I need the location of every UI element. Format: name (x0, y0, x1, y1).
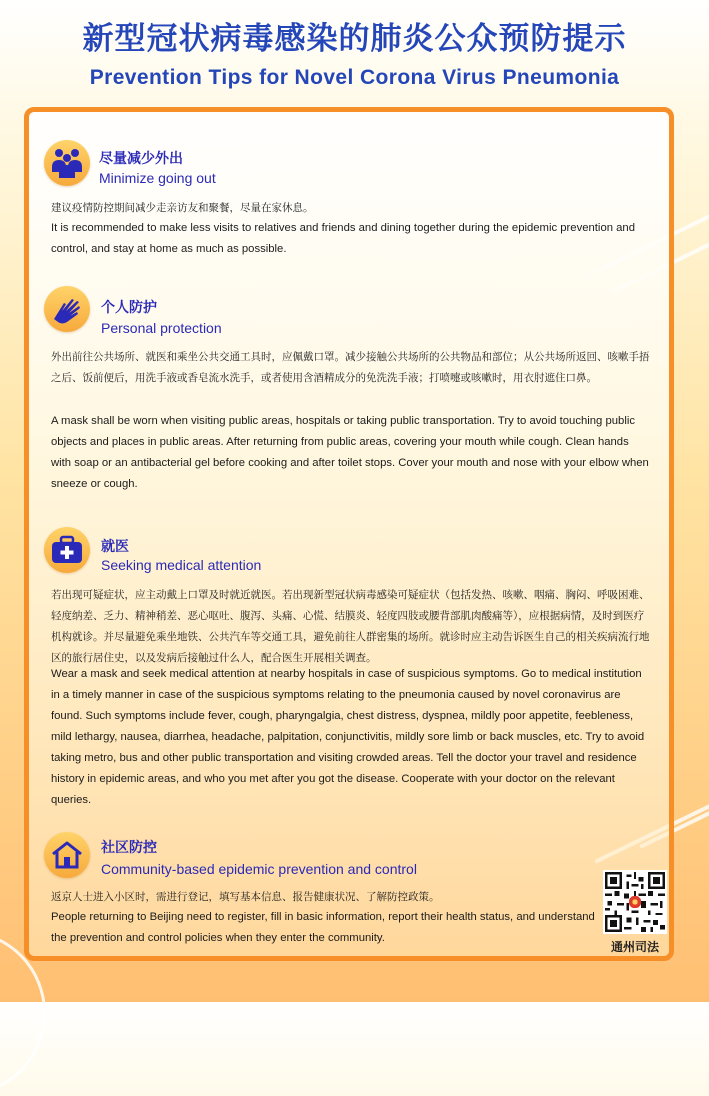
home-icon (44, 832, 90, 878)
section-body-cn: 建议疫情防控期间减少走亲访友和聚餐，尽量在家休息。 (51, 202, 314, 214)
section-heading-cn: 个人防护 (101, 300, 157, 316)
page-title-cn: 新型冠状病毒感染的肺炎公众预防提示 (82, 21, 627, 57)
hand-icon (44, 286, 90, 332)
qr-caption: 通州司法 (610, 940, 659, 954)
section-body-cn: 返京人士进入小区时，需进行登记，填写基本信息、报告健康状况、了解防控政策。 (51, 891, 440, 903)
section-heading-en: Personal protection (101, 320, 222, 336)
section-body-en: It is recommended to make less visits to relatives and friends and dining together during the epidemic prevention and control, and stay at home as much as possible. (51, 222, 635, 255)
qr-code-icon (603, 870, 667, 934)
people-icon (44, 140, 90, 186)
section-body-en: Wear a mask and seek medical attention at nearby hospitals in case of suspicious symptoms. Go to medical institution in a timely manner in case of the suspicious symptoms relating to the pneumonia caused by novel coronavirus are found. Such symptoms include fever, cough, pharyngalgia, chest distress, dyspnea, mildly poor appetite, feebleness, mild lethargy, nausea, diarrhea, headache, palpitation, conjunctivitis, mildly sore limb or back muscles, etc. Try to avoid taking metro, bus and other public transportation and visiting crowded areas. Tell the doctor your travel and residence history in epidemic areas, and who you met after you got the disease. Cooperate with your doctor on the relevant queries. (51, 668, 645, 806)
section-body-cn: 若出现可疑症状，应主动戴上口罩及时就近就医。若出现新型冠状病毒感染可疑症状（包括发热、咳嗽、咽痛、胸闷、呼吸困难、轻度纳差、乏力、精神稍差、恶心呕吐、腹泻、头痛、心慌、结膜炎、轻度四肢或腰背部肌肉酸痛等），应根据病情，及时到医疗机构就诊。并尽量避免乘坐地铁、公共汽车等交通工具，避免前往人群密集的场所。就诊时应主动告诉医生自己的相关疾病流行地区的旅行居住史，以及发病后接触过什么人，配合医生开展相关调查。 (51, 589, 650, 664)
section-body-en: People returning to Beijing need to register, fill in basic information, report their health status, and understand the prevention and control policies when they enter the community. (51, 911, 595, 944)
section-heading-cn: 就医 (101, 539, 129, 555)
section-heading-cn: 尽量减少外出 (99, 151, 183, 167)
section-heading-en: Seeking medical attention (101, 557, 262, 573)
section-heading-cn: 社区防控 (101, 840, 157, 856)
medical-kit-icon (44, 527, 90, 573)
section-heading-en: Minimize going out (99, 170, 216, 186)
section-body-cn: 外出前往公共场所、就医和乘坐公共交通工具时，应佩戴口罩。减少接触公共场所的公共物品和部位；从公共场所返回、咳嗽手捂之后、饭前便后，用洗手液或香皂流水洗手，或者使用含酒精成分的免洗洗手液；打喷嚏或咳嗽时，用衣肘遮住口鼻。 (51, 351, 650, 384)
page-title-en: Prevention Tips for Novel Corona Virus Pneumonia (89, 66, 620, 89)
section-body-en: A mask shall be worn when visiting public areas, hospitals or taking public transportation. Try to avoid touching public objects and places in public areas. After returning from public areas, covering your mouth while cough. Clean hands with soap or an antibacterial gel before cooking and after toilet stops. Cover your mouth and nose with your elbow when sneeze or cough. (51, 415, 649, 490)
section-heading-en: Community-based epidemic prevention and control (101, 861, 417, 877)
